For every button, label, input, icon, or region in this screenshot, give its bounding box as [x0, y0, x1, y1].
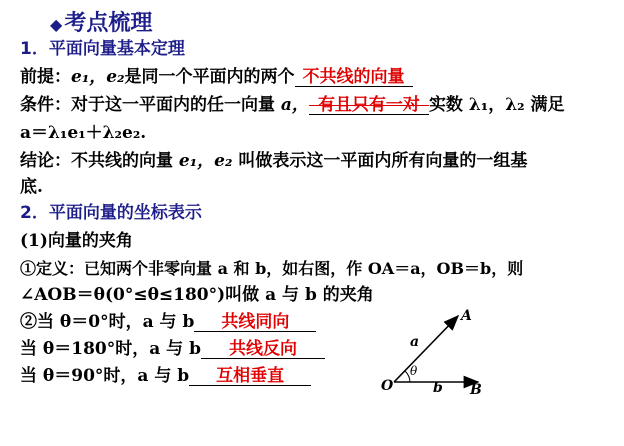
- diamond-icon: ◆: [50, 15, 63, 34]
- section-1-heading: 1．平面向量基本定理: [20, 39, 185, 59]
- condition-line: 条件：对于这一平面内的任一向量 a， 有且只有一对 实数 λ₁，λ₂ 满足: [20, 95, 565, 115]
- label-vec-b: b: [433, 380, 443, 396]
- label-vec-a: a: [410, 334, 420, 350]
- case-3-answer: 互相垂直: [189, 367, 311, 386]
- conclusion-tail: 底.: [20, 177, 43, 197]
- condition-answer: 有且只有一对: [309, 96, 429, 115]
- premise-answer: 不共线的向量: [295, 68, 413, 87]
- formula-line: a＝λ₁e₁＋λ₂e₂.: [20, 123, 147, 143]
- label-theta: θ: [410, 364, 418, 378]
- definition-line-1: ①定义：已知两个非零向量 a 和 b，如右图，作 OA＝a，OB＝b，则: [20, 259, 524, 278]
- label-o: O: [381, 378, 394, 394]
- case-1-answer: 共线同向: [194, 313, 316, 332]
- case-perpendicular: 当 θ＝90°时，a 与 b 互相垂直: [20, 365, 311, 387]
- definition-line-2: ∠AOB＝θ(0°≤θ≤180°)叫做 a 与 b 的夹角: [20, 285, 374, 305]
- case-opposite-direction: 当 θ＝180°时，a 与 b 共线反向: [20, 338, 325, 360]
- label-b: B: [470, 382, 482, 398]
- case-same-direction: ②当 θ＝0°时，a 与 b 共线同向: [20, 311, 316, 333]
- subsection-angle: (1)向量的夹角: [20, 231, 133, 251]
- section-2-heading: 2．平面向量的坐标表示: [20, 203, 202, 223]
- page-title: ◆考点梳理: [50, 11, 153, 36]
- conclusion-line: 结论：不共线的向量 e₁，e₂ 叫做表示这一平面内所有向量的一组基: [20, 151, 528, 171]
- case-2-answer: 共线反向: [201, 340, 325, 359]
- premise-line: 前提：e₁，e₂是同一个平面内的两个 不共线的向量: [20, 66, 413, 88]
- vector-a-arrow: [394, 316, 458, 382]
- label-a: A: [461, 308, 472, 324]
